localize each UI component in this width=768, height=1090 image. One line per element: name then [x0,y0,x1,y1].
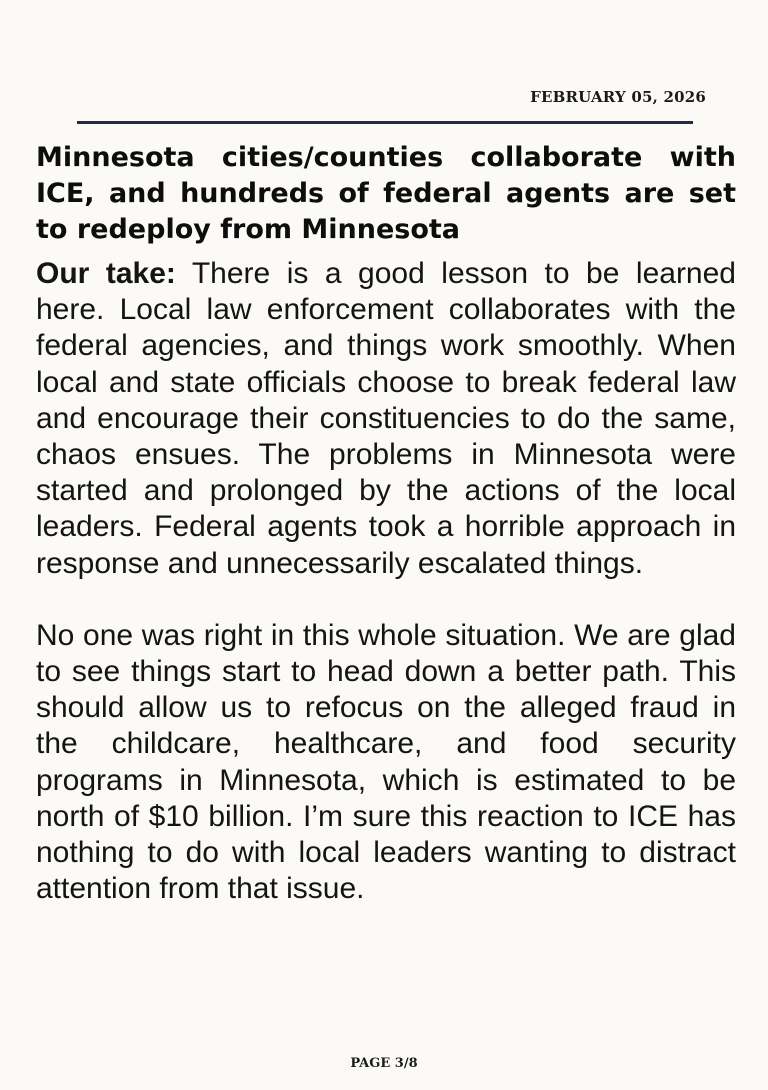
article-headline: Minnesota cities/counties collaborate with ICE, and hundreds of federal agents are set to redeploy from Minnesota [36,142,736,245]
article [36,140,736,907]
article-paragraph-2: No one was right in this whole situation. We are glad to see things start to head down a better path. This should allow us to refocus on the alleged fraud in the childcare, healthcare, and food security programs in Minnesota, which is estimated to be north of $10 billion. I’m sure this reaction to ICE has nothing to do with local leaders wanting to distract attention from that issue. [36,618,736,906]
article-paragraph-1 [36,256,736,582]
page-number: PAGE 3/8 [350,1056,418,1071]
article-paragraph-1-text: There is a good lesson to be learned here. Local law enforcement collaborates with the federal agencies, and things work smoothly. When local and state officials choose to break federal law and encourage their constituencies to do the same, chaos ensues. The problems in Minnesota were started and prolonged by the actions of the local leaders. Federal agents took a horrible approach in response and unnecessarily escalated things. [36,257,736,580]
header-divider [77,121,693,124]
our-take-label: Our take: [36,257,176,290]
issue-date: FEBRUARY 05, 2026 [530,88,706,106]
